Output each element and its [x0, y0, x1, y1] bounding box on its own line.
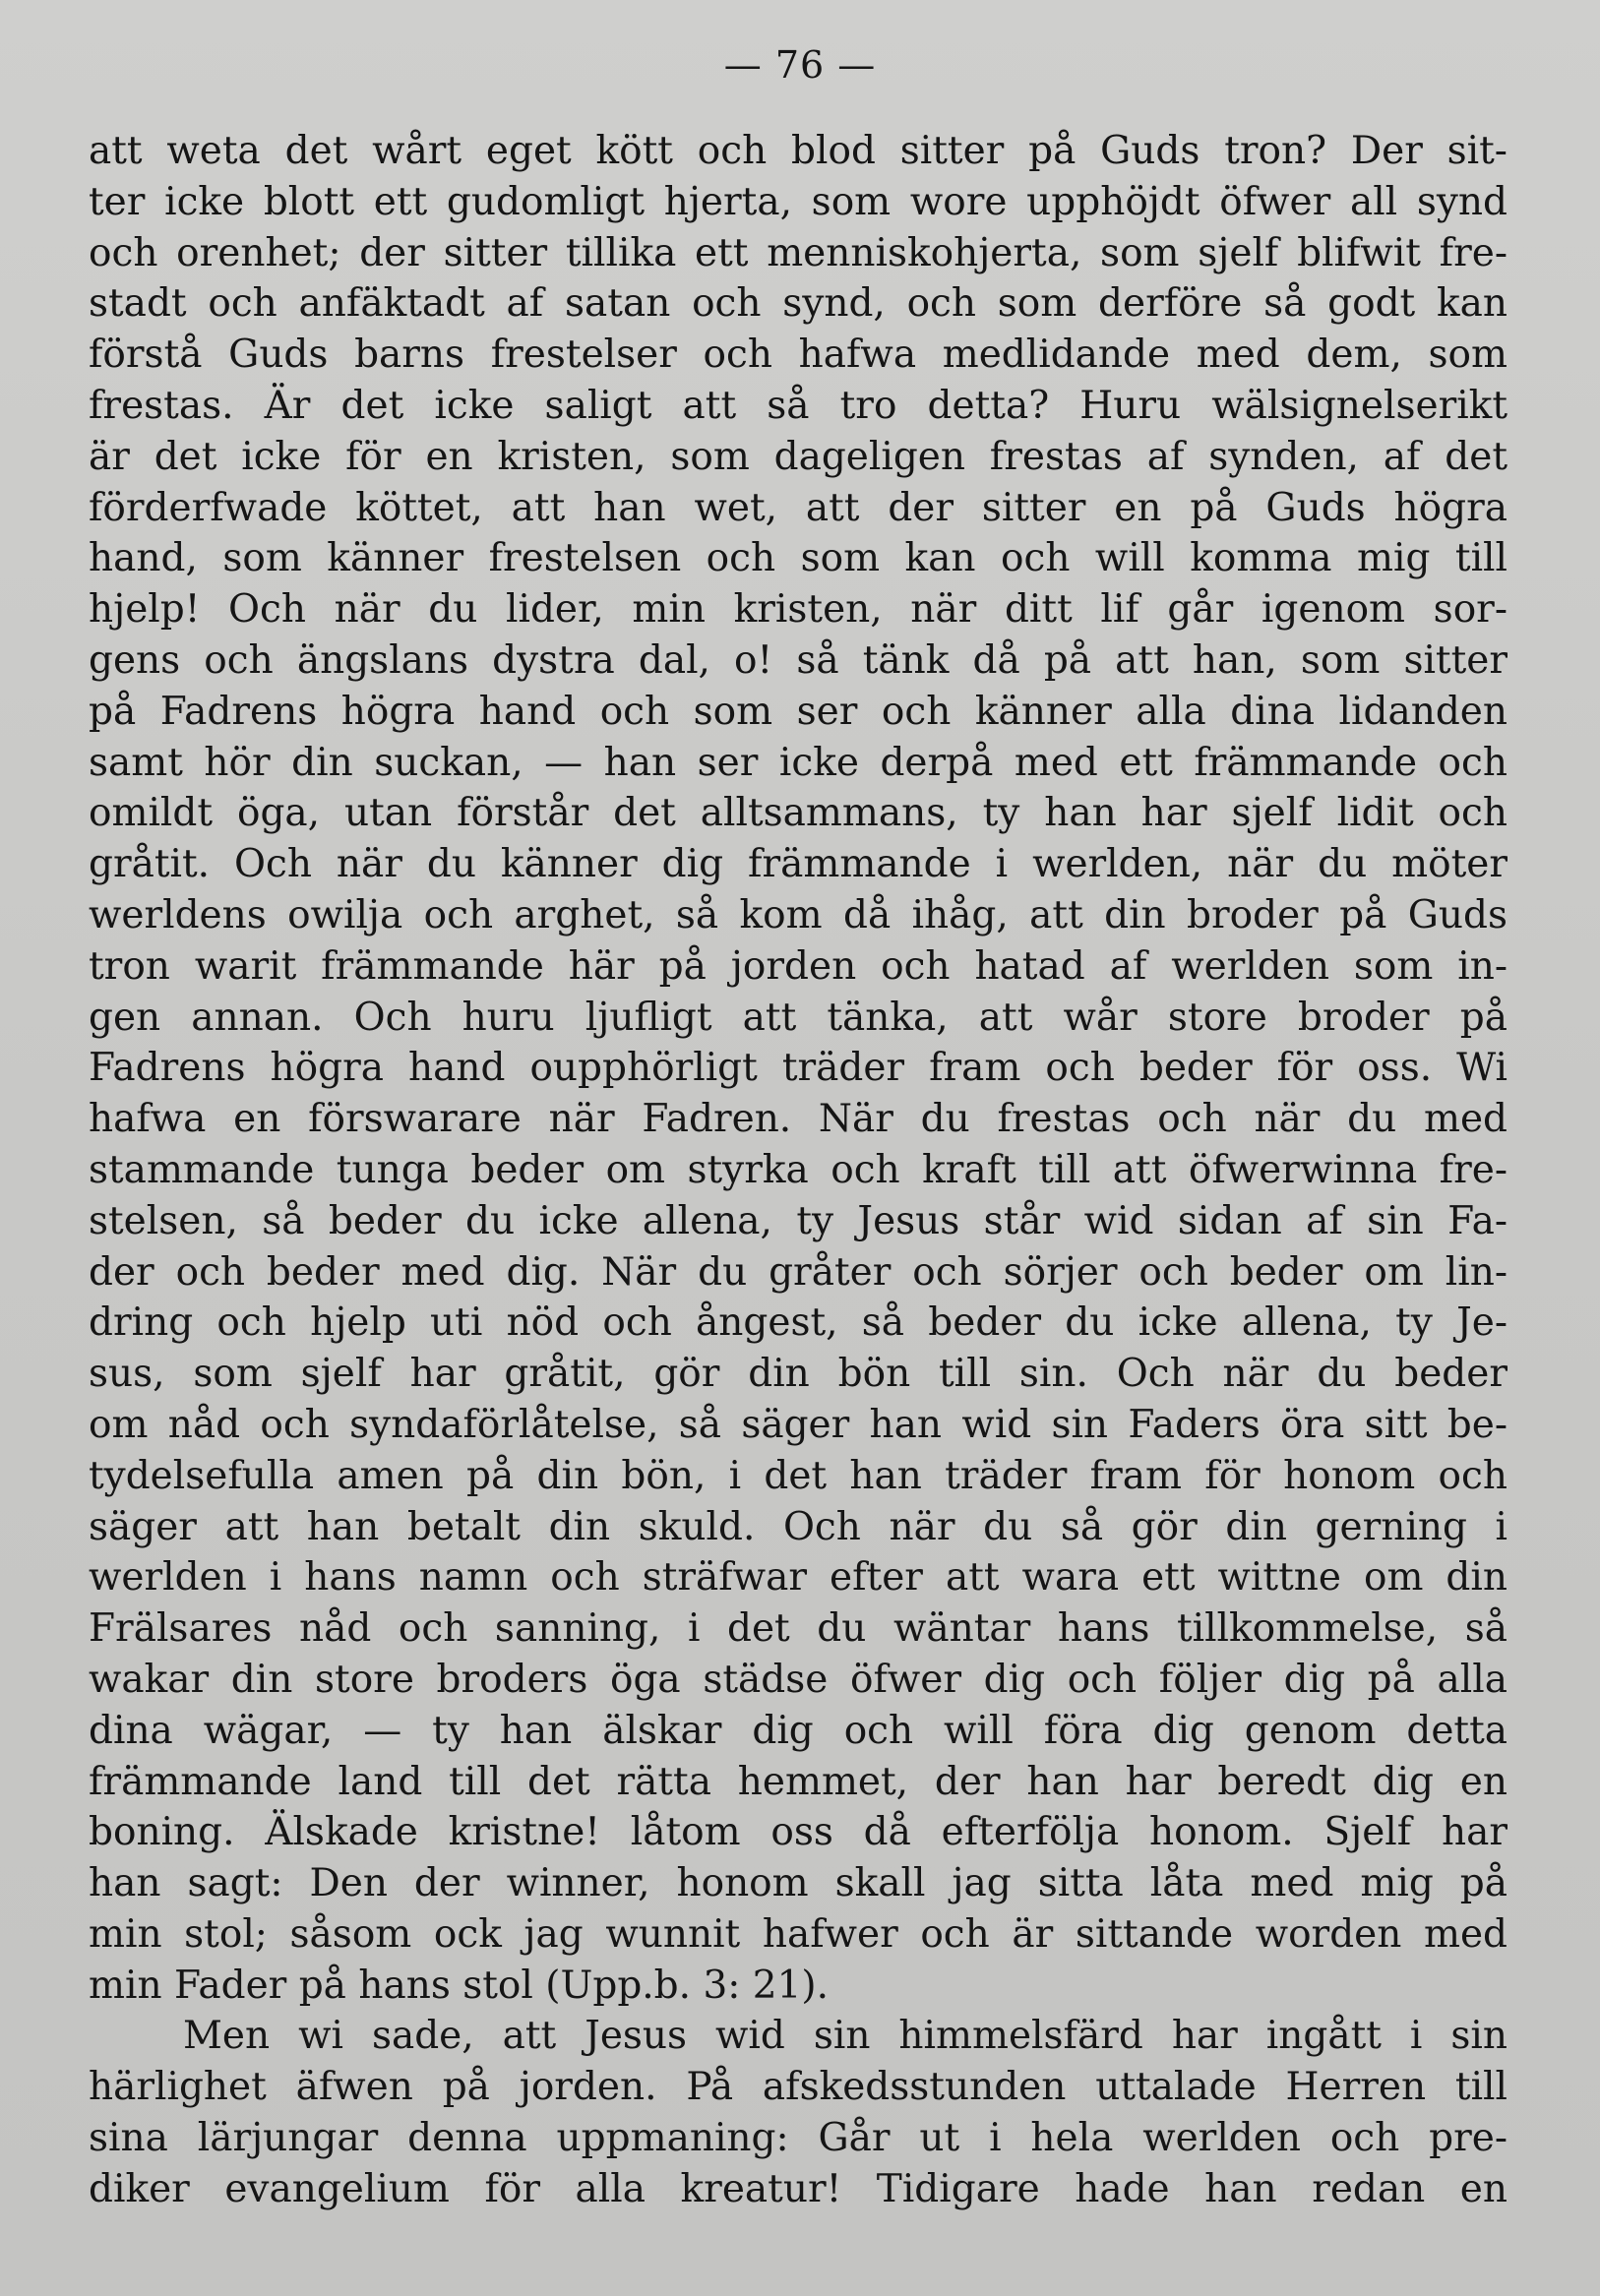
text-line: säger att han betalt din skuld. Och när du så gör din gerning i [89, 1504, 1508, 1549]
text-line: gråtit. Och när du känner dig främmande i werlden, när du möter [89, 842, 1508, 887]
text-line: gens och ängslans dystra dal, o! så tänk då på att han, som sitter [89, 637, 1508, 683]
text-line: stammande tunga beder om styrka och kraft till att öfwerwinna fre- [89, 1147, 1508, 1192]
text-line: är det icke för en kristen, som dageligen frestas af synden, af det [89, 434, 1508, 479]
text-line: gen annan. Och huru ljufligt att tänka, att wår store broder på [89, 995, 1508, 1040]
text-line: att weta det wårt eget kött och blod sitter på Guds tron? Der sit- [89, 129, 1508, 173]
text-line: ter icke blott ett gudomligt hjerta, som wore upphöjdt öfwer all synd [89, 179, 1508, 224]
text-line: tydelsefulla amen på din bön, i det han träder fram för honom och [89, 1453, 1508, 1498]
text-line: omildt öga, utan förstår det alltsammans, ty han har sjelf lidit och [89, 791, 1508, 836]
text-line: han sagt: Den der winner, honom skall jag sitta låta med mig på [89, 1861, 1508, 1906]
text-line: hjelp! Och när du lider, min kristen, när ditt lif går igenom sor- [89, 587, 1508, 633]
paragraph-end-line: min Fader på hans stol (Upp.b. 3: 21). [89, 1963, 830, 2008]
text-line: förderfwade köttet, att han wet, att der sitter en på Guds högra [89, 485, 1508, 530]
text-line: werldens owilja och arghet, så kom då ihåg, att din broder på Guds [89, 892, 1508, 937]
text-line: Frälsares nåd och sanning, i det du wäntar hans tillkommelse, så [89, 1606, 1508, 1652]
text-line: frestas. Är det icke saligt att så tro detta? Huru wälsignelserikt [89, 383, 1508, 428]
text-line: främmande land till det rätta hemmet, der han har beredt dig en [89, 1759, 1508, 1804]
text-line: sina lärjungar denna uppmaning: Går ut i hela werlden och pre- [89, 2116, 1508, 2161]
text-line: hafwa en förswarare när Fadren. När du frestas och när du med [89, 1097, 1508, 1142]
text-line: på Fadrens högra hand och som ser och känner alla dina lidanden [89, 689, 1508, 734]
text-line: dina wägar, — ty han älskar dig och will föra dig genom detta [89, 1708, 1508, 1753]
text-line: samt hör din suckan, — han ser icke derpå med ett främmande och [89, 740, 1508, 785]
text-line: dring och hjelp uti nöd och ångest, så beder du icke allena, ty Je- [89, 1300, 1508, 1346]
text-line: Fadrens högra hand oupphörligt träder fram och beder för oss. Wi [89, 1046, 1508, 1091]
text-line: wakar din store broders öga städse öfwer dig och följer dig på alla [89, 1657, 1508, 1702]
text-line: och orenhet; der sitter tillika ett menniskohjerta, som sjelf blifwit fre- [89, 230, 1508, 275]
text-line: om nåd och syndaförlåtelse, så säger han wid sin Faders öra sitt be- [89, 1402, 1508, 1447]
text-line: stelsen, så beder du icke allena, ty Jesus står wid sidan af sin Fa- [89, 1198, 1508, 1243]
body-text [89, 126, 1508, 2215]
text-line: sus, som sjelf har gråtit, gör din bön till sin. Och när du beder [89, 1352, 1508, 1397]
text-line: tron warit främmande här på jorden och hatad af werlden som in- [89, 943, 1508, 989]
text-line: der och beder med dig. När du gråter och sörjer och beder om lin- [89, 1249, 1508, 1295]
text-line: min stol; såsom ock jag wunnit hafwer och är sittande worden med [89, 1911, 1508, 1957]
text-line: diker evangelium för alla kreatur! Tidigare hade han redan en [89, 2166, 1508, 2211]
page-number: — 76 — [723, 43, 877, 87]
text-line: boning. Älskade kristne! låtom oss då efterfölja honom. Sjelf har [89, 1810, 1508, 1855]
paragraph-start-line: Men wi sade, att Jesus wid sin himmelsfärd har ingått i sin [183, 2014, 1508, 2059]
text-line: werlden i hans namn och sträfwar efter att wara ett wittne om din [89, 1555, 1508, 1601]
text-line: härlighet äfwen på jorden. På afskedsstunden uttalade Herren till [89, 2065, 1508, 2110]
text-line: stadt och anfäktadt af satan och synd, och som derföre så godt kan [89, 281, 1508, 327]
text-line: hand, som känner frestelsen och som kan och will komma mig till [89, 536, 1508, 581]
text-line: förstå Guds barns frestelser och hafwa medlidande med dem, som [89, 332, 1508, 378]
